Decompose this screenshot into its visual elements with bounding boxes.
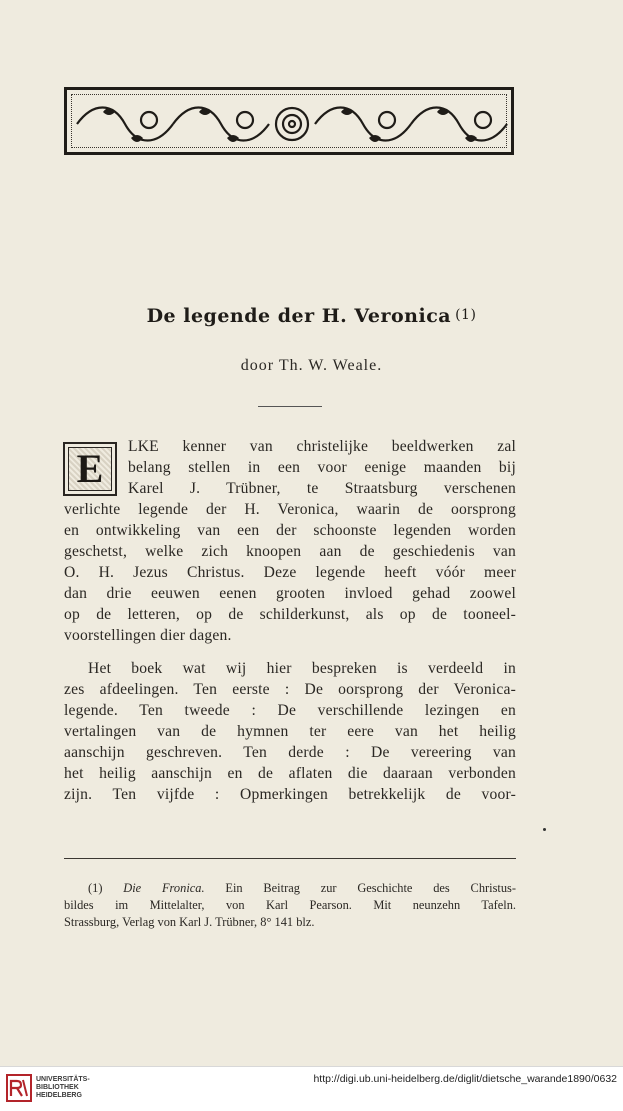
text-line: legende. Ten tweede : De verschillende lezingen en <box>64 702 516 719</box>
footnote-line-1 <box>88 880 516 897</box>
text-line: LKE kenner van christelijke beeldwerken zal <box>128 438 516 455</box>
text-line: en ontwikkeling van een der schoonste legenden worden <box>64 522 516 539</box>
text-line: zes afdeelingen. Ten eerste : De oorsprong der Veronica- <box>64 681 516 698</box>
text-line: dan drie eeuwen eenen grooten invloed gehad zoowel <box>64 585 516 602</box>
footnote-book-title: Die Fronica. <box>123 881 205 895</box>
footnote-line-2: bildes im Mittelalter, von Karl Pearson. Mit neunzehn Tafeln. <box>64 898 516 912</box>
initial-letter: E <box>76 446 104 491</box>
decorated-initial <box>63 442 117 496</box>
text-line: verlichte legende der H. Veronica, waarin de oorsprong <box>64 501 516 518</box>
source-url-link[interactable]: http://digi.ub.uni-heidelberg.de/diglit/dietsche_warande1890/0632 <box>313 1073 617 1085</box>
text-line: voorstellingen dier dagen. <box>64 627 232 644</box>
scan-speck <box>543 828 546 831</box>
footnote-divider <box>64 858 516 859</box>
library-logo-text: UNIVERSITÄTS- BIBLIOTHEK HEIDELBERG <box>36 1076 90 1099</box>
text-line: belang stellen in een voor eenige maanden bij <box>128 459 516 476</box>
title-divider <box>258 406 322 407</box>
text-line: O. H. Jezus Christus. Deze legende heeft vóór meer <box>64 564 516 581</box>
text-line: vertalingen van de hymnen ter eere van het heilig <box>64 723 516 740</box>
text-line: zijn. Ten vijfde : Opmerkingen betrekkelijk de voor- <box>64 786 516 803</box>
viewer-footer-bar <box>0 1066 623 1111</box>
text-line: Karel J. Trübner, te Straatsburg verschenen <box>128 480 516 497</box>
footnote-line-3: Strassburg, Verlag von Karl J. Trübner, 8° 141 blz. <box>64 915 315 929</box>
footnote-marker: (1) <box>88 881 103 895</box>
library-logo-icon[interactable] <box>6 1074 32 1102</box>
ornamental-header-band <box>64 87 514 155</box>
article-title <box>0 305 623 327</box>
title-text: De legende der H. Veronica <box>146 305 452 327</box>
author-line: door Th. W. Weale. <box>240 357 383 374</box>
text-line: het heilig aanschijn en de aflaten die daaraan verbonden <box>64 765 516 782</box>
text-line: geschetst, welke zich knoopen aan de geschiedenis van <box>64 543 516 560</box>
footnote-text: Ein Beitrag zur Geschichte des Christus- <box>225 881 516 895</box>
title-footnote-marker: (1) <box>455 307 477 323</box>
floral-ornament-icon <box>73 98 511 150</box>
text-line: op de letteren, op de schilderkunst, als op de tooneel- <box>64 606 516 623</box>
text-line: aanschijn geschreven. Ten derde : De vereering van <box>64 744 516 761</box>
text-line: Het boek wat wij hier bespreken is verdeeld in <box>88 660 516 677</box>
